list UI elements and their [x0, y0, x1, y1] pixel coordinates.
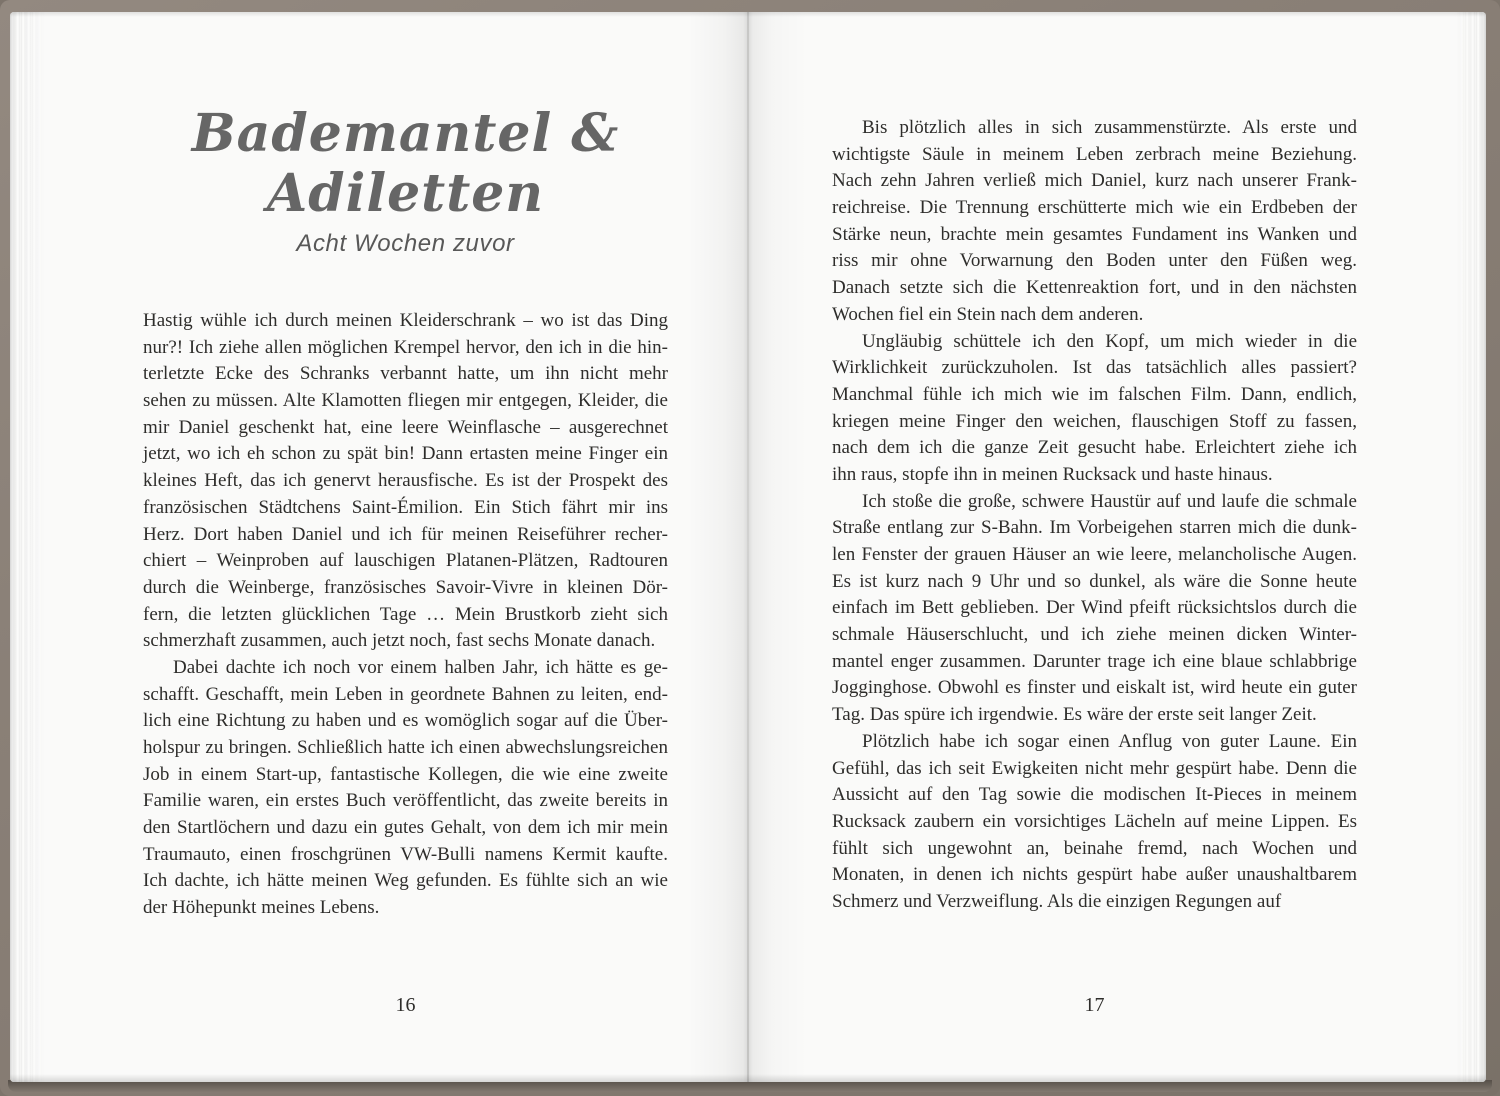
text-line: Nach zehn Jahren verließ mich Daniel, kurz nach unserer Frank-: [832, 170, 1357, 192]
text-line: Tag. Das spüre ich irgendwie. Es wäre der erste seit langer Zeit.: [832, 704, 1317, 726]
page-top-shadow: [10, 12, 1486, 17]
text-line: Danach setzte sich die Kettenreaktion fort, und in den nächsten: [832, 277, 1357, 299]
text-line: Ich stoße die große, schwere Haustür auf und laufe die schmale: [862, 490, 1357, 512]
paragraph: [832, 331, 1357, 491]
text-line: Traumauto, einen froschgrünen VW-Bulli namens Kermit kaufte.: [143, 843, 668, 865]
text-line: len Fenster der grauen Häuser an wie leere, melancholische Augen.: [832, 544, 1357, 565]
text-line: holspur zu bringen. Schließlich hatte ich einen abwechslungsreichen: [143, 737, 668, 758]
right-page: [832, 12, 1357, 1082]
paragraph: [832, 491, 1357, 731]
chapter-title: Bademantel & Adiletten: [191, 103, 620, 224]
left-page: [143, 12, 668, 1082]
text-line: lich eine Richtung zu haben und es womöglich sogar auf die Über-: [143, 710, 668, 732]
text-line: Plötzlich habe ich sogar einen Anflug von guter Laune. Ein: [862, 730, 1357, 752]
text-line: der Höhepunkt meines Lebens.: [143, 897, 380, 919]
paragraph: [143, 657, 668, 924]
text-line: fern, die letzten glücklichen Tage … Mein Brustkorb zieht sich: [143, 603, 668, 625]
text-line: schmale Häuserschlucht, und ich ziehe meinen dicken Winter-: [832, 624, 1357, 646]
text-line: Herz. Dort haben Daniel und ich für meinen Reiseführer recher-: [143, 523, 668, 545]
text-line: Schmerz und Verzweiflung. Als die einzigen Regungen auf: [832, 890, 1282, 912]
text-line: Hastig wühle ich durch meinen Kleiderschrank – wo ist das Ding: [143, 310, 668, 331]
book-spine: [747, 12, 749, 1082]
text-line: mantel enger zusammen. Darunter trage ich eine blaue schlabbrige: [832, 650, 1357, 672]
text-line: Gefühl, das ich seit Ewigkeiten nicht mehr gespürt habe. Denn die: [832, 757, 1357, 779]
text-line: jetzt, wo ich eh schon zu spät bin! Dann ertasten meine Finger ein: [143, 443, 668, 465]
text-line: kleines Heft, das ich genervt herausfische. Es ist der Prospekt des: [143, 470, 668, 492]
text-line: Aussicht auf den Tag sowie die modischen It-Pieces in meinem: [832, 784, 1357, 806]
text-line: Es ist kurz nach 9 Uhr und so dunkel, als wäre die Sonne heute: [832, 570, 1357, 592]
text-line: Ungläubig schüttele ich den Kopf, um mich wieder in die: [862, 330, 1357, 352]
text-line: Manchmal fühle ich mich wie im falschen Film. Dann, endlich,: [832, 383, 1357, 405]
text-line: Wochen fiel ein Stein nach dem anderen.: [832, 303, 1144, 325]
text-line: Bis plötzlich alles in sich zusammenstürzte. Als erste und: [862, 117, 1357, 138]
text-line: reichreise. Die Trennung erschütterte mich wie ein Erdbeben der: [832, 197, 1357, 219]
paragraph: [832, 731, 1357, 918]
page-number-right: 17: [1084, 994, 1105, 1016]
page-edges-left: [10, 12, 46, 1082]
text-line: Familie waren, ein erstes Buch veröffentlicht, das zweite bereits in: [143, 790, 668, 812]
text-line: Jogginghose. Obwohl es finster und eiskalt ist, wird heute ein guter: [832, 677, 1357, 699]
text-line: mir Daniel geschenkt hat, eine leere Weinflasche – ausgerechnet: [143, 416, 668, 438]
text-line: Wirklichkeit zurückzuholen. Ist das tatsächlich alles passiert?: [832, 357, 1357, 379]
paragraph: [143, 310, 668, 657]
left-page-text: [143, 310, 668, 924]
text-line: Job in einem Start-up, fantastische Kollegen, die wie eine zweite: [143, 763, 668, 785]
text-line: kriegen meine Finger den weichen, flauschigen Stoff zu fassen,: [832, 410, 1357, 432]
book-pages: [10, 12, 1486, 1082]
text-line: einfach im Bett geblieben. Der Wind pfeift rücksichtslos durch die: [832, 597, 1357, 619]
text-line: wichtigste Säule in meinem Leben zerbrach meine Beziehung.: [832, 143, 1357, 165]
text-line: Ich dachte, ich hätte meinen Weg gefunden. Es fühlte sich an wie: [143, 870, 668, 892]
text-line: schafft. Geschafft, mein Leben in geordnete Bahnen zu leiten, end-: [143, 683, 668, 705]
text-line: Straße entlang zur S-Bahn. Im Vorbeigehen starren mich die dunk-: [832, 517, 1357, 539]
page-bottom-shadow: [10, 1074, 1486, 1082]
text-line: fühlt sich ungewohnt an, beinahe fremd, nach Wochen und: [832, 837, 1357, 859]
text-line: Stärke neun, brachte mein gesamtes Fundament ins Wanken und: [832, 223, 1357, 245]
text-line: nur?! Ich ziehe allen möglichen Krempel hervor, den ich in die hin-: [143, 336, 668, 358]
text-line: Monaten, in denen ich nichts gespürt habe außer unaushaltbarem: [832, 864, 1357, 886]
text-line: ihn raus, stopfe ihn in meinen Rucksack und haste hinaus.: [832, 463, 1273, 485]
text-line: nach dem ich die ganze Zeit gesucht habe. Erleichtert ziehe ich: [832, 437, 1357, 459]
text-line: sehen zu müssen. Alte Klamotten fliegen mir entgegen, Kleider, die: [143, 390, 668, 412]
text-line: riss mir ohne Vorwarnung den Boden unter den Füßen weg.: [832, 250, 1357, 272]
chapter-subtitle: Acht Wochen zuvor: [296, 230, 515, 257]
text-line: schmerzhaft zusammen, auch jetzt noch, fast sechs Monate danach.: [143, 630, 656, 652]
text-line: den Startlöchern und dazu ein gutes Gehalt, von dem ich mir mein: [143, 817, 668, 839]
page-edges-right: [1454, 12, 1486, 1082]
text-line: französischen Städtchens Saint-Émilion. Ein Stich fährt mir ins: [143, 496, 668, 518]
right-page-text: [832, 117, 1357, 918]
text-line: Dabei dachte ich noch vor einem halben Jahr, ich hätte es ge-: [173, 656, 668, 678]
text-line: chiert – Weinproben auf lauschigen Platanen-Plätzen, Radtouren: [143, 550, 668, 572]
text-line: Rucksack zaubern ein vorsichtiges Lächeln auf meine Lippen. Es: [832, 810, 1357, 832]
text-line: durch die Weinberge, französisches Savoir-Vivre in kleinen Dör-: [143, 576, 668, 598]
paragraph: [832, 117, 1357, 331]
text-line: terletzte Ecke des Schranks verbannt hatte, um ihn nicht mehr: [143, 363, 668, 385]
page-number-left: 16: [395, 994, 416, 1016]
